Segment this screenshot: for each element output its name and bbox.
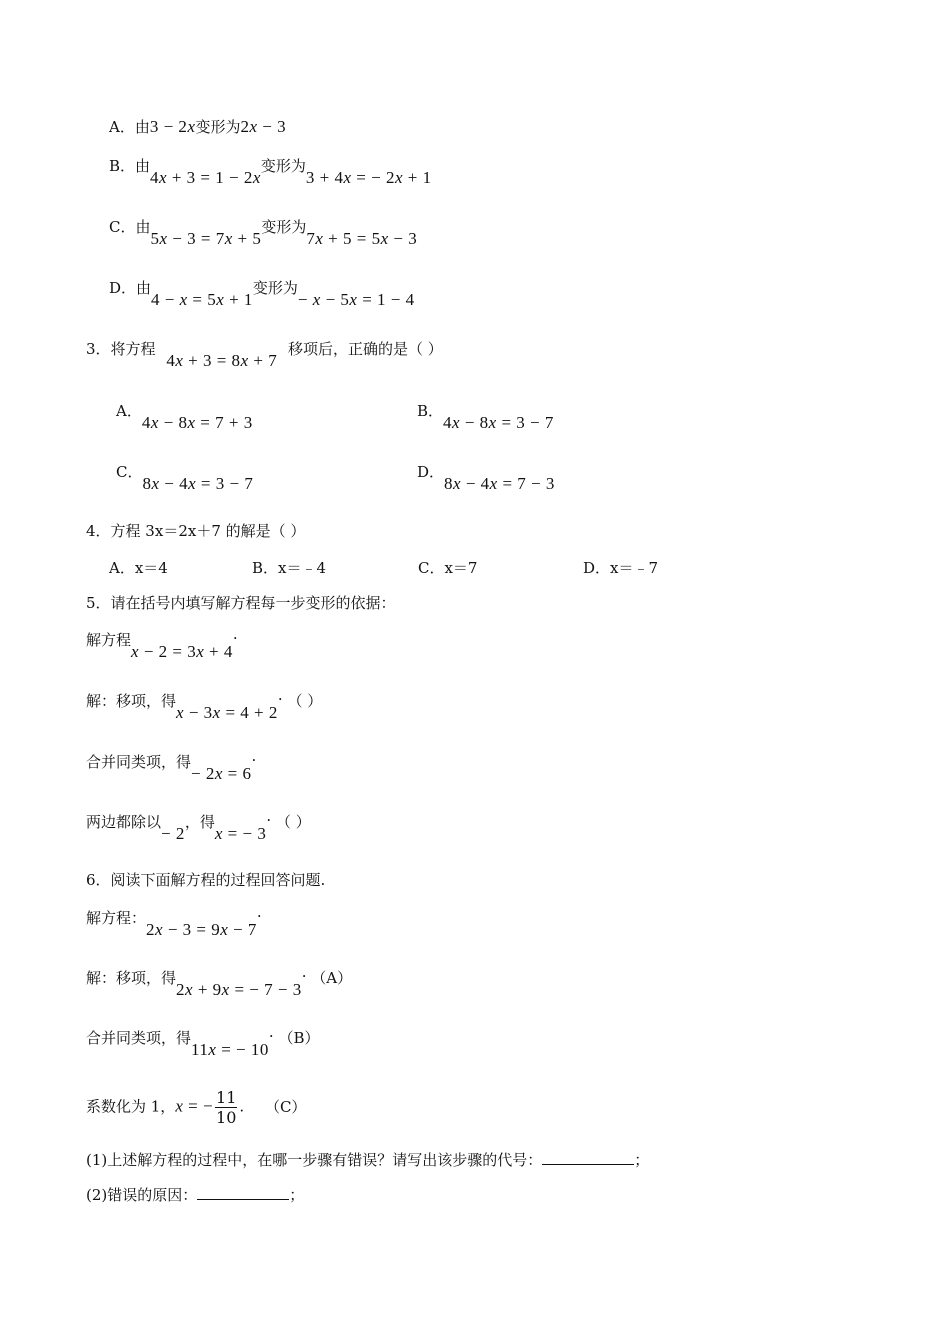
step-mid-text: ，得 xyxy=(184,813,215,831)
period-dot: . xyxy=(268,1023,274,1041)
q3-option-a xyxy=(116,400,253,432)
period-dot: . xyxy=(301,963,307,981)
period-dot: . xyxy=(277,686,283,704)
option-label: A． xyxy=(116,402,142,420)
sub-question-text: (1)上述解方程的过程中，在哪一步骤有错误？请写出该步骤的代号： xyxy=(86,1151,543,1169)
step-label: 解：移项，得 xyxy=(86,969,177,987)
solve-label: 解方程 xyxy=(86,631,132,649)
option-mid-text: 变形为 xyxy=(260,157,306,175)
period-dot: . xyxy=(266,807,272,825)
q5-solve-line xyxy=(86,625,238,661)
math-expression: 5x − 3 = 7x + 5 xyxy=(150,229,262,248)
step-tag: （B） xyxy=(278,1029,320,1047)
step-label: 合并同类项，得 xyxy=(86,753,192,771)
q4-option-c: C．x＝7 xyxy=(418,559,478,577)
q5-step1 xyxy=(86,686,323,722)
q4-option-a: A．x＝4 xyxy=(109,559,168,577)
q5-stem: 5．请在括号内填写解方程每一步变形的依据： xyxy=(86,594,396,612)
math-expression: 3 − 2x xyxy=(149,117,196,136)
fraction-numerator: 11 xyxy=(216,1088,237,1107)
answer-blank[interactable] xyxy=(197,1185,289,1200)
period-dot: . xyxy=(251,747,257,765)
q6-stem: 6．阅读下面解方程的过程回答问题. xyxy=(86,871,326,889)
math-expression: 4x − 8x = 7 + 3 xyxy=(141,413,253,432)
option-label: C．由 xyxy=(109,218,151,236)
answer-blank[interactable] xyxy=(542,1150,634,1165)
q6-sub2 xyxy=(86,1184,304,1205)
option-mid-text: 变形为 xyxy=(252,279,298,297)
math-expression: 8x − 4x = 3 − 7 xyxy=(142,474,254,493)
solve-label: 解方程： xyxy=(86,909,147,927)
q6-step1 xyxy=(86,963,353,999)
math-expression: 7x + 5 = 5x − 3 xyxy=(306,229,418,248)
step-label: 合并同类项，得 xyxy=(86,1029,192,1047)
q4-option-b: B．x＝﹣4 xyxy=(252,559,327,577)
q3-option-b xyxy=(417,400,554,432)
math-expression: 11x = − 10 xyxy=(191,1040,269,1059)
fraction xyxy=(215,1088,237,1127)
math-expression: 2x + 9x = − 7 − 3 xyxy=(176,980,302,999)
q2-option-c xyxy=(109,216,418,248)
answer-paren: （ ） xyxy=(287,692,323,710)
step-label: 系数化为 1， xyxy=(86,1097,176,1116)
step-tag: （A） xyxy=(311,969,353,987)
sub-question-end: ； xyxy=(289,1186,305,1204)
q2-option-b xyxy=(109,155,432,187)
math-expression: x − 2 = 3x + 4 xyxy=(131,642,233,661)
math-expression: 4x − 8x = 3 − 7 xyxy=(443,413,554,432)
option-label: B．由 xyxy=(109,157,151,175)
q6-sub1 xyxy=(86,1149,649,1170)
q4-stem: 4．方程 3x＝2x＋7 的解是（ ） xyxy=(86,522,306,540)
option-mid-text: 变形为 xyxy=(195,118,241,136)
q3-suffix: 移项后，正确的是（ ） xyxy=(287,340,443,358)
math-expression: − 2x = 6 xyxy=(191,764,252,783)
option-label: D． xyxy=(417,463,445,481)
option-label: B． xyxy=(417,402,444,420)
math-expression: − 2 xyxy=(161,824,185,843)
math-expression: 2x − 3 xyxy=(240,117,287,136)
math-expression: 4x + 3 = 8x + 7 xyxy=(166,351,278,370)
q3-stem xyxy=(86,338,443,370)
step-tag: （C） xyxy=(264,1097,307,1116)
math-expression: 8x − 4x = 7 − 3 xyxy=(444,474,555,493)
q6-step3: 系数化为 1，x = − $\frac{11}{10}$ . （C） xyxy=(86,1088,307,1127)
fraction-denominator: 10 xyxy=(216,1108,237,1127)
sub-question-end: ； xyxy=(634,1151,650,1169)
q5-step2 xyxy=(86,747,257,783)
period-dot: . xyxy=(232,625,238,643)
q3-option-c xyxy=(116,461,254,493)
math-expression: x − 3x = 4 + 2 xyxy=(176,703,278,722)
period-dot: . xyxy=(256,903,262,921)
option-label: A．由 xyxy=(109,118,150,136)
q2-option-a xyxy=(109,116,286,137)
q3-option-d xyxy=(417,461,555,493)
math-expression: 4 − x = 5x + 1 xyxy=(151,290,253,309)
q6-step2 xyxy=(86,1023,320,1059)
math-expression: 3 + 4x = − 2x + 1 xyxy=(305,168,432,187)
answer-paren: （ ） xyxy=(275,813,311,831)
step-label: 解：移项，得 xyxy=(86,692,177,710)
q2-option-d xyxy=(109,277,415,309)
math-expression: x = − 3 xyxy=(214,824,267,843)
q6-solve-line xyxy=(86,903,262,939)
option-mid-text: 变形为 xyxy=(261,218,307,236)
q4-option-d: D．x＝﹣7 xyxy=(583,559,659,577)
math-expression: 2x − 3 = 9x − 7 xyxy=(146,920,257,939)
step-label: 两边都除以 xyxy=(86,813,162,831)
option-label: D．由 xyxy=(109,279,152,297)
q3-prefix: 3．将方程 xyxy=(86,340,156,358)
sub-question-text: (2)错误的原因： xyxy=(86,1186,198,1204)
math-expression: − x − 5x = 1 − 4 xyxy=(297,290,415,309)
option-label: C． xyxy=(116,463,143,481)
q5-step3 xyxy=(86,807,311,843)
math-expression: 4x + 3 = 1 − 2x xyxy=(150,168,261,187)
math-expression: x = − xyxy=(175,1096,214,1116)
